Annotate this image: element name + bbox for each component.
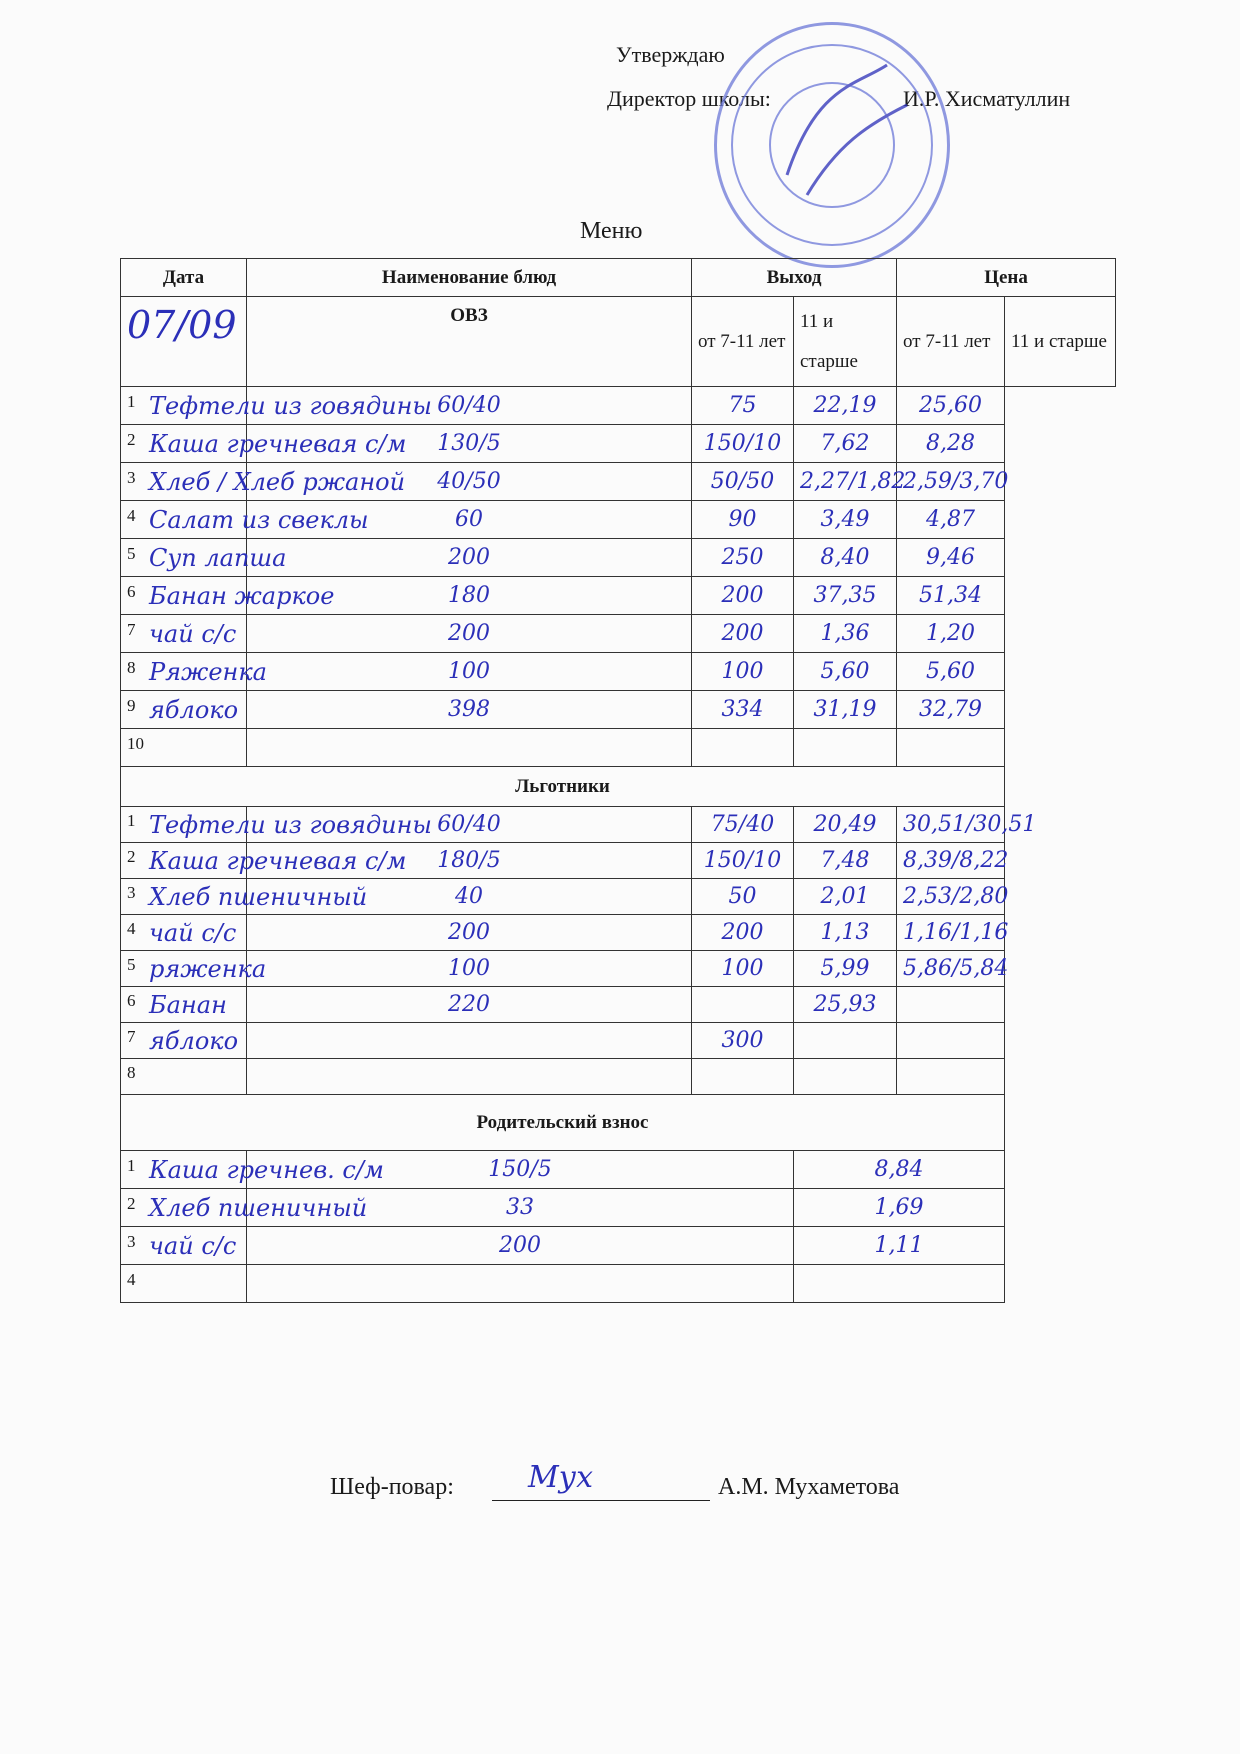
value-o2: 50/50	[692, 463, 794, 501]
dish-cell	[121, 1189, 368, 1227]
value-o2: 75/40	[692, 807, 794, 843]
value-o2: 75	[692, 387, 794, 425]
dish-name: Каша гречневая с/м	[149, 846, 407, 875]
sub-header-output-11: 11 и старше	[794, 297, 897, 387]
table-row	[121, 387, 1116, 425]
row-number: 1	[127, 391, 136, 411]
value-o2: 100	[692, 653, 794, 691]
value-o1: 180	[247, 577, 692, 615]
value-o1	[247, 1023, 692, 1059]
value-o1: 398	[247, 691, 692, 729]
dish-cell	[121, 951, 267, 987]
dish-cell	[121, 577, 335, 615]
row-number: 3	[127, 1231, 136, 1251]
value-p1: 8,40	[794, 539, 897, 577]
value-p2	[897, 1059, 1005, 1095]
dish-name: чай с/с	[149, 1231, 237, 1260]
table-row	[121, 1023, 1116, 1059]
director-label: Директор школы:	[607, 86, 771, 111]
dish-cell	[121, 1227, 247, 1265]
table-row	[121, 501, 1116, 539]
value-p2: 8,39/8,22	[897, 843, 1005, 879]
value-p1: 5,99	[794, 951, 897, 987]
col-date-header: Дата	[121, 259, 247, 297]
value-p2: 2,59/3,70	[897, 463, 1005, 501]
dish-cell	[121, 425, 407, 463]
value-p1: 3,49	[794, 501, 897, 539]
dish-cell	[121, 653, 267, 691]
table-row	[121, 1265, 1116, 1303]
value-o1: 100	[247, 951, 692, 987]
value-o1	[247, 729, 692, 767]
value-p1: 37,35	[794, 577, 897, 615]
dish-cell	[121, 691, 247, 729]
approve-label: Утверждаю	[616, 42, 725, 67]
school-seal-stamp	[714, 22, 950, 268]
signature-line	[492, 1500, 710, 1501]
value-p1: 7,62	[794, 425, 897, 463]
col-price-header: Цена	[897, 259, 1116, 297]
value-o1: 130/5	[247, 425, 692, 463]
dish-cell	[121, 729, 247, 767]
value-p1: 7,48	[794, 843, 897, 879]
chef-name: А.М. Мухаметова	[718, 1474, 900, 1500]
col-output-header: Выход	[692, 259, 897, 297]
row-number: 4	[127, 505, 136, 525]
dish-name: Хлеб пшеничный	[149, 1193, 368, 1222]
value-price: 8,84	[794, 1151, 1005, 1189]
chef-label: Шеф-повар:	[330, 1474, 454, 1500]
value-o2: 90	[692, 501, 794, 539]
dish-cell	[121, 387, 432, 425]
dish-name: Ряженка	[149, 657, 267, 686]
dish-cell	[121, 879, 368, 915]
value-o2: 200	[692, 577, 794, 615]
page-title: Меню	[580, 218, 643, 244]
dish-name: ряженка	[149, 954, 267, 983]
value-p2: 51,34	[897, 577, 1005, 615]
value-p1: 1,36	[794, 615, 897, 653]
table-row	[121, 807, 1116, 843]
dish-name: яблоко	[149, 1026, 239, 1055]
dish-cell	[121, 807, 432, 843]
row-number: 9	[127, 695, 136, 715]
value-p2	[897, 987, 1005, 1023]
value-o2: 50	[692, 879, 794, 915]
row-number: 1	[127, 1155, 136, 1175]
value-output: 200	[247, 1227, 794, 1265]
dish-cell	[121, 615, 247, 653]
row-number: 7	[127, 619, 136, 639]
chef-signature: Мух	[528, 1460, 594, 1495]
dish-name: чай с/с	[149, 918, 237, 947]
value-o2: 200	[692, 915, 794, 951]
value-p1: 1,13	[794, 915, 897, 951]
menu-table	[120, 258, 1116, 1303]
value-output: 150/5	[247, 1151, 794, 1189]
value-p2: 2,53/2,80	[897, 879, 1005, 915]
value-p1: 25,93	[794, 987, 897, 1023]
sub-header-output-7-11: от 7-11 лет	[692, 297, 794, 387]
value-o2: 300	[692, 1023, 794, 1059]
section-name: Родительский взнос	[121, 1095, 1005, 1151]
value-p2: 4,87	[897, 501, 1005, 539]
value-o1: 60	[247, 501, 692, 539]
table-row	[121, 843, 1116, 879]
date-cell	[121, 297, 247, 387]
dish-cell	[121, 843, 407, 879]
value-o2: 250	[692, 539, 794, 577]
row-number: 6	[127, 990, 136, 1010]
value-output: 33	[247, 1189, 794, 1227]
table-row	[121, 1151, 1116, 1189]
sub-header-price-7-11: от 7-11 лет	[897, 297, 1005, 387]
value-o1: 180/5	[247, 843, 692, 879]
value-price: 1,11	[794, 1227, 1005, 1265]
value-o2: 334	[692, 691, 794, 729]
value-o1: 60/40	[247, 387, 692, 425]
dish-cell	[121, 1265, 247, 1303]
value-p2: 1,16/1,16	[897, 915, 1005, 951]
dish-cell	[121, 915, 247, 951]
row-number: 8	[127, 657, 136, 677]
row-number: 4	[127, 918, 136, 938]
dish-name: Каша гречнев. с/м	[149, 1155, 384, 1184]
value-p2: 8,28	[897, 425, 1005, 463]
row-number: 10	[127, 733, 144, 753]
table-row	[121, 879, 1116, 915]
table-row	[121, 987, 1116, 1023]
value-o2: 100	[692, 951, 794, 987]
row-number: 2	[127, 846, 136, 866]
value-p1: 2,27/1,82	[794, 463, 897, 501]
row-number: 5	[127, 954, 136, 974]
dish-name: Тефтели из говядины	[149, 391, 432, 420]
value-p1	[794, 1023, 897, 1059]
value-output	[247, 1265, 794, 1303]
dish-name: Банан жаркое	[149, 581, 335, 610]
table-row	[121, 915, 1116, 951]
value-o1: 40	[247, 879, 692, 915]
table-row	[121, 577, 1116, 615]
dish-name: Банан	[149, 990, 227, 1019]
dish-name: чай с/с	[149, 619, 237, 648]
dish-name: Каша гречневая с/м	[149, 429, 407, 458]
value-o1: 200	[247, 615, 692, 653]
dish-cell	[121, 1023, 247, 1059]
value-price: 1,69	[794, 1189, 1005, 1227]
dish-name: Хлеб / Хлеб ржаной	[149, 467, 406, 496]
row-number: 2	[127, 1193, 136, 1213]
value-p2: 30,51/30,51	[897, 807, 1005, 843]
date-value: 07/09	[127, 303, 237, 347]
value-o1	[247, 1059, 692, 1095]
table-row	[121, 425, 1116, 463]
dish-cell	[121, 463, 406, 501]
value-p1	[794, 729, 897, 767]
value-p2: 25,60	[897, 387, 1005, 425]
dish-name: яблоко	[149, 695, 239, 724]
value-p2	[897, 729, 1005, 767]
row-number: 3	[127, 467, 136, 487]
value-o1: 40/50	[247, 463, 692, 501]
value-price	[794, 1265, 1005, 1303]
dish-cell	[121, 501, 369, 539]
section-name: Льготники	[121, 767, 1005, 807]
table-row	[121, 1227, 1116, 1265]
value-p1: 5,60	[794, 653, 897, 691]
row-number: 4	[127, 1269, 136, 1289]
value-o1: 200	[247, 915, 692, 951]
table-row	[121, 1059, 1116, 1095]
section-name: ОВЗ	[247, 297, 692, 387]
table-row	[121, 463, 1116, 501]
value-p1: 22,19	[794, 387, 897, 425]
value-o2	[692, 987, 794, 1023]
value-o1: 200	[247, 539, 692, 577]
table-row	[121, 691, 1116, 729]
value-p1: 20,49	[794, 807, 897, 843]
table-row	[121, 615, 1116, 653]
dish-name: Салат из свеклы	[149, 505, 369, 534]
value-o2	[692, 1059, 794, 1095]
table-row	[121, 539, 1116, 577]
value-p1: 31,19	[794, 691, 897, 729]
value-p1: 2,01	[794, 879, 897, 915]
value-o2: 150/10	[692, 425, 794, 463]
value-p2: 5,86/5,84	[897, 951, 1005, 987]
value-o2: 150/10	[692, 843, 794, 879]
value-p2: 32,79	[897, 691, 1005, 729]
table-row	[121, 1189, 1116, 1227]
row-number: 5	[127, 543, 136, 563]
value-p2: 9,46	[897, 539, 1005, 577]
seal-graphic	[717, 25, 947, 265]
row-number: 6	[127, 581, 136, 601]
value-o2: 200	[692, 615, 794, 653]
value-p1	[794, 1059, 897, 1095]
table-row	[121, 653, 1116, 691]
dish-name: Тефтели из говядины	[149, 810, 432, 839]
dish-name: Суп лапша	[149, 543, 287, 572]
value-o1: 60/40	[247, 807, 692, 843]
dish-cell	[121, 987, 247, 1023]
value-p2	[897, 1023, 1005, 1059]
value-o2	[692, 729, 794, 767]
dish-name: Хлеб пшеничный	[149, 882, 368, 911]
value-o1: 100	[247, 653, 692, 691]
dish-cell	[121, 539, 287, 577]
row-number: 8	[127, 1062, 136, 1082]
value-p2: 5,60	[897, 653, 1005, 691]
dish-cell	[121, 1059, 247, 1095]
row-number: 1	[127, 810, 136, 830]
director-name: И.Р. Хисматуллин	[903, 86, 1071, 111]
table-row	[121, 951, 1116, 987]
value-o1: 220	[247, 987, 692, 1023]
table-row	[121, 729, 1116, 767]
value-p2: 1,20	[897, 615, 1005, 653]
row-number: 2	[127, 429, 136, 449]
col-dish-header: Наименование блюд	[247, 259, 692, 297]
sub-header-price-11: 11 и старше	[1005, 297, 1116, 387]
row-number: 3	[127, 882, 136, 902]
row-number: 7	[127, 1026, 136, 1046]
dish-cell	[121, 1151, 384, 1189]
